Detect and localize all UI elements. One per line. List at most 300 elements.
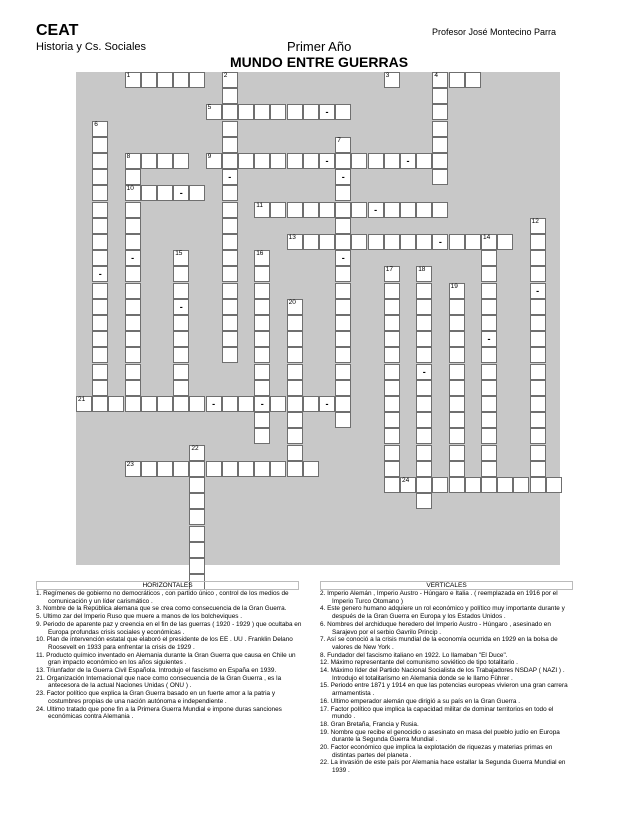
grid-cell[interactable] — [92, 283, 108, 299]
grid-cell[interactable] — [173, 461, 189, 477]
grid-cell[interactable] — [92, 299, 108, 315]
grid-cell[interactable] — [432, 202, 448, 218]
grid-cell[interactable] — [222, 104, 238, 120]
grid-cell[interactable] — [432, 104, 448, 120]
grid-cell[interactable] — [157, 185, 173, 201]
grid-cell[interactable] — [481, 299, 497, 315]
grid-cell[interactable] — [108, 396, 124, 412]
grid-cell[interactable] — [530, 461, 546, 477]
grid-cell[interactable] — [449, 234, 465, 250]
grid-cell[interactable] — [173, 331, 189, 347]
grid-cell[interactable] — [287, 153, 303, 169]
grid-cell[interactable] — [254, 315, 270, 331]
grid-cell[interactable] — [384, 202, 400, 218]
grid-cell[interactable] — [530, 445, 546, 461]
grid-cell[interactable] — [189, 461, 205, 477]
grid-cell[interactable] — [530, 299, 546, 315]
grid-cell[interactable] — [335, 347, 351, 363]
grid-cell[interactable] — [432, 72, 448, 88]
grid-cell[interactable] — [173, 266, 189, 282]
grid-cell[interactable] — [173, 396, 189, 412]
grid-cell[interactable] — [368, 202, 384, 218]
grid-cell[interactable] — [449, 477, 465, 493]
grid-cell[interactable] — [368, 234, 384, 250]
grid-cell[interactable] — [125, 283, 141, 299]
grid-cell[interactable] — [449, 364, 465, 380]
grid-cell[interactable] — [125, 461, 141, 477]
grid-cell[interactable] — [189, 493, 205, 509]
grid-cell[interactable] — [530, 283, 546, 299]
grid-cell[interactable] — [530, 250, 546, 266]
clue-number: 5 — [207, 104, 212, 112]
grid-cell[interactable] — [222, 461, 238, 477]
grid-cell[interactable] — [481, 412, 497, 428]
grid-cell[interactable] — [173, 153, 189, 169]
grid-cell[interactable] — [125, 202, 141, 218]
grid-cell[interactable] — [222, 250, 238, 266]
grid-cell[interactable] — [303, 396, 319, 412]
grid-cell[interactable] — [206, 461, 222, 477]
vertical-clues-list — [320, 590, 573, 775]
grid-cell[interactable] — [287, 202, 303, 218]
grid-cell[interactable] — [465, 72, 481, 88]
grid-cell[interactable] — [416, 266, 432, 282]
grid-cell[interactable] — [465, 477, 481, 493]
grid-cell[interactable] — [416, 331, 432, 347]
grid-cell[interactable] — [530, 364, 546, 380]
grid-cell[interactable] — [530, 266, 546, 282]
grid-cell[interactable] — [530, 331, 546, 347]
grid-cell[interactable] — [287, 396, 303, 412]
grid-cell[interactable] — [530, 218, 546, 234]
grid-cell[interactable] — [432, 88, 448, 104]
grid-cell[interactable] — [157, 396, 173, 412]
grid-cell[interactable] — [141, 72, 157, 88]
grid-cell[interactable] — [173, 250, 189, 266]
grid-cell[interactable] — [335, 331, 351, 347]
grid-cell[interactable] — [335, 104, 351, 120]
grid-cell[interactable] — [449, 299, 465, 315]
grid-cell[interactable] — [92, 315, 108, 331]
grid-cell[interactable] — [416, 445, 432, 461]
grid-cell[interactable] — [189, 396, 205, 412]
grid-cell[interactable] — [189, 558, 205, 574]
grid-cell[interactable] — [92, 185, 108, 201]
grid-cell[interactable] — [530, 396, 546, 412]
grid-cell[interactable] — [189, 185, 205, 201]
grid-cell[interactable] — [449, 461, 465, 477]
clue-number: 17 — [385, 266, 394, 274]
grid-cell[interactable] — [222, 396, 238, 412]
grid-cell[interactable] — [270, 104, 286, 120]
grid-cell[interactable] — [384, 72, 400, 88]
grid-cell[interactable] — [481, 364, 497, 380]
grid-cell[interactable] — [384, 347, 400, 363]
grid-cell[interactable] — [222, 72, 238, 88]
grid-cell[interactable] — [157, 72, 173, 88]
grid-cell[interactable] — [173, 347, 189, 363]
grid-cell[interactable] — [384, 331, 400, 347]
grid-cell[interactable] — [335, 283, 351, 299]
grid-cell[interactable] — [384, 428, 400, 444]
grid-cell[interactable] — [546, 477, 562, 493]
grid-cell[interactable] — [254, 380, 270, 396]
grid-cell[interactable] — [222, 202, 238, 218]
grid-cell[interactable] — [141, 396, 157, 412]
grid-cell[interactable] — [222, 283, 238, 299]
grid-cell[interactable] — [92, 202, 108, 218]
grid-cell[interactable] — [270, 461, 286, 477]
grid-cell[interactable] — [125, 72, 141, 88]
grid-cell[interactable] — [92, 137, 108, 153]
grid-cell[interactable] — [254, 283, 270, 299]
grid-cell[interactable] — [335, 137, 351, 153]
grid-cell[interactable] — [222, 315, 238, 331]
word-separator-dash: - — [422, 366, 426, 377]
grid-cell[interactable] — [303, 461, 319, 477]
grid-cell[interactable] — [287, 104, 303, 120]
grid-cell[interactable] — [335, 169, 351, 185]
grid-cell[interactable] — [400, 477, 416, 493]
grid-cell[interactable] — [513, 477, 529, 493]
grid-cell[interactable] — [416, 493, 432, 509]
grid-cell[interactable] — [465, 234, 481, 250]
grid-cell[interactable] — [125, 364, 141, 380]
grid-cell[interactable] — [287, 380, 303, 396]
grid-cell[interactable] — [449, 380, 465, 396]
grid-cell[interactable] — [222, 121, 238, 137]
clue-v-7: 7. Así se conoció a la crisis mundial de la economía ocurrida en 1929 en la bolsa de valores de New York . — [320, 636, 558, 651]
grid-cell[interactable] — [92, 331, 108, 347]
grid-cell[interactable] — [287, 347, 303, 363]
grid-cell[interactable] — [530, 412, 546, 428]
grid-cell[interactable] — [481, 283, 497, 299]
grid-cell[interactable] — [254, 202, 270, 218]
grid-cell[interactable] — [335, 218, 351, 234]
grid-cell[interactable] — [530, 477, 546, 493]
grid-cell[interactable] — [481, 428, 497, 444]
grid-cell[interactable] — [125, 347, 141, 363]
grid-cell[interactable] — [254, 266, 270, 282]
clue-h-9: 9. Periodo de aparente paz y creencia en el fin de las guerras ( 1920 - 1929 ) que ocultaba en Europa profundas crisis sociales y económicas . — [36, 620, 302, 636]
grid-cell[interactable] — [319, 202, 335, 218]
grid-cell[interactable] — [319, 153, 335, 169]
grid-cell[interactable] — [92, 169, 108, 185]
grid-cell[interactable] — [92, 380, 108, 396]
grid-cell[interactable] — [222, 137, 238, 153]
grid-cell[interactable] — [400, 234, 416, 250]
grid-cell[interactable] — [416, 283, 432, 299]
grid-cell[interactable] — [270, 396, 286, 412]
grid-cell[interactable] — [125, 169, 141, 185]
grid-cell[interactable] — [303, 202, 319, 218]
grid-cell[interactable] — [351, 153, 367, 169]
grid-cell[interactable] — [530, 234, 546, 250]
grid-cell[interactable] — [368, 153, 384, 169]
grid-cell[interactable] — [141, 461, 157, 477]
grid-cell[interactable] — [222, 299, 238, 315]
grid-cell[interactable] — [481, 461, 497, 477]
grid-cell[interactable] — [416, 412, 432, 428]
grid-cell[interactable] — [92, 396, 108, 412]
grid-cell[interactable] — [449, 412, 465, 428]
grid-cell[interactable] — [303, 104, 319, 120]
grid-cell[interactable] — [189, 477, 205, 493]
grid-cell[interactable] — [384, 315, 400, 331]
grid-cell[interactable] — [432, 477, 448, 493]
grid-cell[interactable] — [125, 250, 141, 266]
grid-cell[interactable] — [76, 396, 92, 412]
grid-cell[interactable] — [92, 153, 108, 169]
grid-cell[interactable] — [530, 428, 546, 444]
grid-cell[interactable] — [92, 218, 108, 234]
grid-cell[interactable] — [481, 315, 497, 331]
grid-cell[interactable] — [416, 202, 432, 218]
grid-cell[interactable] — [416, 380, 432, 396]
grid-cell[interactable] — [416, 234, 432, 250]
grid-cell[interactable] — [384, 234, 400, 250]
grid-cell[interactable] — [449, 428, 465, 444]
clue-h-21: 21. Organización Internacional que nace como consecuencia de la Gran Guerra , es la antecesora de la actual Naciones Unidas ( ONU ) . — [36, 674, 282, 690]
grid-cell[interactable] — [530, 380, 546, 396]
grid-cell[interactable] — [416, 461, 432, 477]
grid-cell[interactable] — [125, 396, 141, 412]
grid-cell[interactable] — [384, 364, 400, 380]
grid-cell[interactable] — [125, 218, 141, 234]
clue-number: 23 — [126, 460, 134, 468]
grid-cell[interactable] — [335, 153, 351, 169]
grid-cell[interactable] — [384, 412, 400, 428]
grid-cell[interactable] — [335, 315, 351, 331]
grid-cell[interactable] — [173, 283, 189, 299]
clue-number: 22 — [191, 444, 199, 452]
word-separator-dash: - — [536, 285, 540, 296]
grid-cell[interactable] — [287, 299, 303, 315]
grid-cell[interactable] — [530, 315, 546, 331]
grid-cell[interactable] — [92, 266, 108, 282]
grid-cell[interactable] — [125, 234, 141, 250]
grid-cell[interactable] — [206, 104, 222, 120]
grid-cell[interactable] — [432, 121, 448, 137]
grid-cell[interactable] — [335, 202, 351, 218]
grid-cell[interactable] — [416, 315, 432, 331]
grid-cell[interactable] — [238, 104, 254, 120]
word-separator-dash: - — [374, 204, 378, 215]
grid-cell[interactable] — [222, 234, 238, 250]
grid-cell[interactable] — [125, 185, 141, 201]
grid-cell[interactable] — [222, 88, 238, 104]
clue-number: 3 — [385, 72, 390, 79]
grid-cell[interactable] — [92, 250, 108, 266]
grid-cell[interactable] — [335, 396, 351, 412]
grid-cell[interactable] — [287, 445, 303, 461]
grid-cell[interactable] — [335, 412, 351, 428]
grid-cell[interactable] — [384, 283, 400, 299]
grid-cell[interactable] — [173, 185, 189, 201]
grid-cell[interactable] — [287, 461, 303, 477]
clue-v-20: 20. Factor económico que implica la explotación de riquezas y materias primas en distintas partes del planeta . — [320, 744, 553, 759]
grid-cell[interactable] — [449, 347, 465, 363]
grid-cell[interactable] — [222, 347, 238, 363]
grid-cell[interactable] — [384, 299, 400, 315]
grid-cell[interactable] — [92, 121, 108, 137]
grid-cell[interactable] — [222, 266, 238, 282]
grid-cell[interactable] — [335, 266, 351, 282]
grid-cell[interactable] — [384, 380, 400, 396]
grid-cell[interactable] — [449, 72, 465, 88]
grid-cell[interactable] — [254, 396, 270, 412]
grid-cell[interactable] — [416, 364, 432, 380]
grid-cell[interactable] — [384, 266, 400, 282]
grid-cell[interactable] — [481, 250, 497, 266]
grid-cell[interactable] — [125, 153, 141, 169]
word-separator-dash: - — [131, 253, 135, 264]
grid-cell[interactable] — [449, 445, 465, 461]
grid-cell[interactable] — [481, 477, 497, 493]
grid-cell[interactable] — [351, 202, 367, 218]
grid-cell[interactable] — [238, 461, 254, 477]
grid-cell[interactable] — [530, 347, 546, 363]
grid-cell[interactable] — [287, 331, 303, 347]
grid-cell[interactable] — [189, 445, 205, 461]
grid-cell[interactable] — [254, 153, 270, 169]
grid-cell[interactable] — [400, 202, 416, 218]
grid-cell[interactable] — [157, 461, 173, 477]
grid-cell[interactable] — [222, 169, 238, 185]
grid-cell[interactable] — [287, 315, 303, 331]
grid-cell[interactable] — [497, 234, 513, 250]
grid-cell[interactable] — [254, 104, 270, 120]
grid-cell[interactable] — [416, 299, 432, 315]
grid-cell[interactable] — [92, 364, 108, 380]
grid-cell[interactable] — [157, 153, 173, 169]
grid-cell[interactable] — [222, 153, 238, 169]
word-separator-dash: - — [325, 107, 329, 118]
grid-cell[interactable] — [432, 153, 448, 169]
grid-cell[interactable] — [481, 380, 497, 396]
grid-cell[interactable] — [432, 234, 448, 250]
grid-cell[interactable] — [173, 299, 189, 315]
clue-v-16: 16. Ultimo emperador alemán que dirigió a su país en la Gran Guerra . — [320, 697, 520, 705]
grid-cell[interactable] — [173, 380, 189, 396]
grid-cell[interactable] — [351, 234, 367, 250]
grid-cell[interactable] — [335, 364, 351, 380]
grid-cell[interactable] — [222, 218, 238, 234]
grid-cell[interactable] — [254, 347, 270, 363]
grid-cell[interactable] — [384, 461, 400, 477]
grid-cell[interactable] — [335, 185, 351, 201]
word-separator-dash: - — [325, 156, 329, 166]
grid-cell[interactable] — [92, 234, 108, 250]
grid-cell[interactable] — [141, 185, 157, 201]
grid-cell[interactable] — [384, 445, 400, 461]
grid-cell[interactable] — [319, 104, 335, 120]
grid-cell[interactable] — [189, 542, 205, 558]
grid-cell[interactable] — [287, 412, 303, 428]
grid-cell[interactable] — [335, 250, 351, 266]
grid-cell[interactable] — [141, 153, 157, 169]
grid-cell[interactable] — [416, 428, 432, 444]
grid-cell[interactable] — [416, 347, 432, 363]
grid-cell[interactable] — [416, 396, 432, 412]
grid-cell[interactable] — [270, 202, 286, 218]
grid-cell[interactable] — [481, 234, 497, 250]
grid-cell[interactable] — [449, 396, 465, 412]
grid-cell[interactable] — [125, 266, 141, 282]
grid-cell[interactable] — [173, 364, 189, 380]
grid-cell[interactable] — [254, 299, 270, 315]
clue-h-5: 5. Ultimo zar del Imperio Ruso que muere a manos de los bolcheviques . — [36, 613, 243, 621]
grid-cell[interactable] — [206, 153, 222, 169]
grid-cell[interactable] — [254, 412, 270, 428]
grid-cell[interactable] — [449, 283, 465, 299]
grid-cell[interactable] — [400, 153, 416, 169]
grid-cell[interactable] — [270, 153, 286, 169]
grid-cell[interactable] — [92, 347, 108, 363]
grid-cell[interactable] — [173, 315, 189, 331]
grid-cell[interactable] — [303, 234, 319, 250]
grid-cell[interactable] — [481, 347, 497, 363]
grid-cell[interactable] — [254, 364, 270, 380]
grid-cell[interactable] — [303, 153, 319, 169]
grid-cell[interactable] — [189, 72, 205, 88]
grid-cell[interactable] — [125, 315, 141, 331]
grid-cell[interactable] — [254, 428, 270, 444]
grid-cell[interactable] — [432, 169, 448, 185]
grid-cell[interactable] — [384, 396, 400, 412]
grid-cell[interactable] — [254, 461, 270, 477]
grid-cell[interactable] — [206, 396, 222, 412]
grid-cell[interactable] — [335, 299, 351, 315]
horizontal-clues-heading: HORIZONTALES — [36, 581, 299, 590]
grid-cell[interactable] — [287, 234, 303, 250]
grid-cell[interactable] — [497, 477, 513, 493]
grid-cell[interactable] — [189, 526, 205, 542]
grid-cell[interactable] — [173, 72, 189, 88]
grid-cell[interactable] — [222, 331, 238, 347]
grid-cell[interactable] — [416, 153, 432, 169]
grid-cell[interactable] — [481, 331, 497, 347]
grid-cell[interactable] — [287, 428, 303, 444]
grid-cell[interactable] — [335, 380, 351, 396]
grid-cell[interactable] — [335, 234, 351, 250]
grid-cell[interactable] — [449, 331, 465, 347]
grid-cell[interactable] — [222, 185, 238, 201]
grid-cell[interactable] — [125, 380, 141, 396]
grid-cell[interactable] — [238, 396, 254, 412]
grid-cell[interactable] — [254, 250, 270, 266]
grid-cell[interactable] — [125, 331, 141, 347]
grid-cell[interactable] — [189, 509, 205, 525]
grid-cell[interactable] — [416, 477, 432, 493]
grid-cell[interactable] — [384, 153, 400, 169]
grid-cell[interactable] — [287, 364, 303, 380]
grid-cell[interactable] — [238, 153, 254, 169]
word-separator-dash: - — [179, 301, 183, 312]
grid-cell[interactable] — [319, 396, 335, 412]
grid-cell[interactable] — [384, 477, 400, 493]
grid-cell[interactable] — [481, 396, 497, 412]
grid-cell[interactable] — [319, 234, 335, 250]
clue-v-22: 22. La invasión de este país por Alemania hace estallar la Segunda Guerra Mundial en 1939 . — [320, 759, 566, 775]
grid-cell[interactable] — [125, 299, 141, 315]
grid-cell[interactable] — [481, 445, 497, 461]
word-separator-dash: - — [260, 399, 264, 409]
grid-cell[interactable] — [481, 266, 497, 282]
grid-cell[interactable] — [449, 315, 465, 331]
grid-cell[interactable] — [432, 137, 448, 153]
grid-cell[interactable] — [254, 331, 270, 347]
